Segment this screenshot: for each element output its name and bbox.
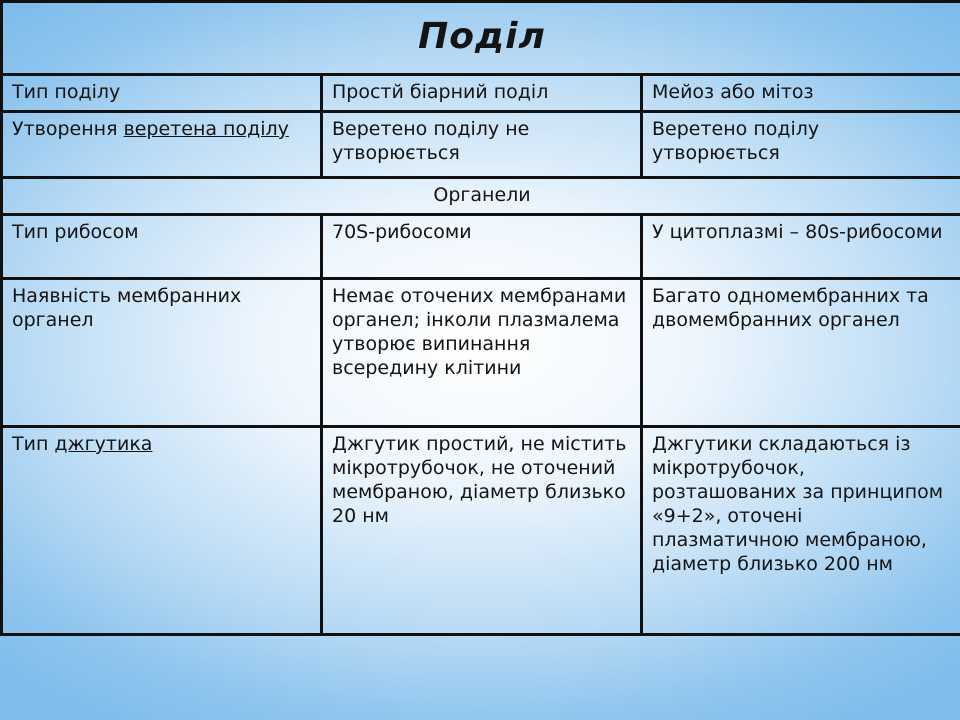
prokaryote-cell: Простй біарний поділ	[322, 75, 642, 112]
row-label	[2, 112, 322, 178]
table-row	[2, 427, 960, 635]
spindle-link[interactable]: веретена поділу	[123, 118, 289, 140]
eukaryote-cell: Багато одномембранних та двомембранних органел	[642, 279, 960, 427]
row-label-text: Утворення	[12, 118, 124, 140]
prokaryote-cell: Веретено поділу не утворюється	[322, 112, 642, 178]
title-row	[2, 2, 960, 75]
title-cell	[2, 2, 960, 75]
table-row	[2, 112, 960, 178]
prokaryote-cell: 70S-рибосоми	[322, 215, 642, 279]
row-label: Наявність мембранних органел	[2, 279, 322, 427]
table-title: Поділ	[418, 16, 546, 57]
prokaryote-cell: Джгутик простий, не містить мікротрубочок, не оточений мембраною, діаметр близько 20 нм	[322, 427, 642, 635]
flagellum-link[interactable]: джгутика	[54, 433, 153, 455]
row-label-text: Тип	[12, 433, 55, 455]
section-heading: Органели	[2, 178, 960, 215]
table-row	[2, 279, 960, 427]
row-label	[2, 427, 322, 635]
row-label: Тип поділу	[2, 75, 322, 112]
section-row	[2, 178, 960, 215]
table-row	[2, 75, 960, 112]
row-label: Тип рибосом	[2, 215, 322, 279]
table-row	[2, 215, 960, 279]
eukaryote-cell: Веретено поділу утворюється	[642, 112, 960, 178]
prokaryote-cell: Немає оточених мембранами органел; інколи плазмалема утворює випинання всередину клітини	[322, 279, 642, 427]
eukaryote-cell: Мейоз або мітоз	[642, 75, 960, 112]
eukaryote-cell: Джгутики складаються із мікротрубочок, розташованих за принципом «9+2», оточені плазматичною мембраною, діаметр близько 200 нм	[642, 427, 960, 635]
eukaryote-cell: У цитоплазмі – 80s-рибосоми	[642, 215, 960, 279]
